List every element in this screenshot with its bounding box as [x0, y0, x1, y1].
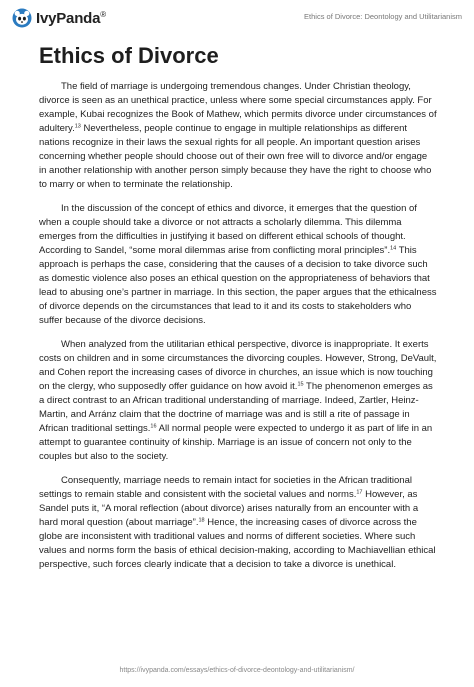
paragraph-text: However, as Sandel puts it, “A moral reflection (about divorce) arises naturally from an encounter with a hard moral question (about marriage”. — [39, 489, 419, 528]
logo-text: IvyPanda® — [36, 9, 106, 27]
paragraph-text: The phenomenon emerges as a direct contrast to an African traditional understanding of marriage. Indeed, Zartler, Heinz-Martin, and Arránz claim that the doctrine of marriage was and is still a rite of passage in African traditional settings. — [39, 381, 433, 434]
paragraph-text: Nevertheless, people continue to engage in multiple relationships as different nations recognize in their laws the sexual rights for all people. An important question arises concerning whether people should choose out of their own free will to divorce and/or engage in another relationship with another person simply because they have the right to choose who to marry or when to terminate the relationship. — [39, 123, 432, 190]
footnote-marker[interactable]: 14 — [390, 245, 397, 252]
source-url[interactable]: https://ivypanda.com/essays/ethics-of-divorce-deontology-and-utilitarianism/ — [119, 667, 355, 674]
ivypanda-logo[interactable] — [12, 8, 106, 28]
paragraph-text: Consequently, marriage needs to remain intact for societies in the African traditional settings to remain stable and consistent with the societal values and norms. — [39, 475, 412, 500]
body-paragraph — [39, 338, 437, 464]
paragraph-text: In the discussion of the concept of ethics and divorce, it emerges that the question of when a couple should take a divorce or not attracts a scholarly dilemma. This dilemma emerges from the difficulties in justifying it based on different ethical schools of thought. According to Sandel, “some moral dilemmas arise from conflicting moral principles”. — [39, 203, 417, 256]
paragraph-text: All normal people were expected to undergo it as part of life in an attempt to guarantee continuity of kinship. Marriage is an issue of concern not only to the couples but also to the society. — [39, 423, 433, 462]
body-paragraph — [39, 80, 437, 192]
footnote-marker[interactable]: 15 — [297, 381, 304, 388]
footnote-marker[interactable]: 18 — [198, 517, 205, 524]
body-paragraph — [39, 202, 437, 328]
paragraph-text: Hence, the increasing cases of divorce across the globe are inconsistent with traditional values and norms of different societies. Where such values and norms form the basis of ethical decision-making, according to Machiavellian ethical perspective, such forces clearly indicate that a decision to take a divorce is unethical. — [39, 517, 436, 570]
page-header — [0, 0, 474, 34]
body-paragraph — [39, 474, 437, 572]
panda-logo-icon — [12, 8, 32, 28]
footnote-marker[interactable]: 13 — [74, 123, 81, 130]
paragraph-text: The field of marriage is undergoing tremendous changes. Under Christian theology, divorce is seen as an unethical practice, unless where some special circumstances apply. For example, Kubai recognizes the Book of Mathew, which permits divorce under circumstances of adultery. — [39, 81, 437, 134]
paragraph-text: When analyzed from the utilitarian ethical perspective, divorce is inappropriate. It exerts costs on children and in some circumstances the divorcing couples. However, Strong, DeVault, and Cohen report the increasing cases of divorce in churches, an issue which is now touching on the clergy, who supposedly offer guidance on how avoid it. — [39, 339, 437, 392]
paragraph-text: This approach is perhaps the case, considering that the causes of a decision to take divorce such as domestic violence also poses an ethical question on the appropriateness of behaviors that lead to abusing one’s partner in marriage. In this section, the paper argues that the ethicalness of divorce depends on the circumstances that lead to it and its costs to stakeholders who suffer because of the divorce decisions. — [39, 245, 437, 326]
footnote-marker[interactable]: 16 — [150, 423, 157, 430]
page-title: Ethics of Divorce — [39, 43, 219, 68]
essay-body — [39, 80, 437, 582]
document-title: Ethics of Divorce: Deontology and Utilitarianism — [304, 12, 462, 21]
footnote-marker[interactable]: 17 — [356, 489, 363, 496]
